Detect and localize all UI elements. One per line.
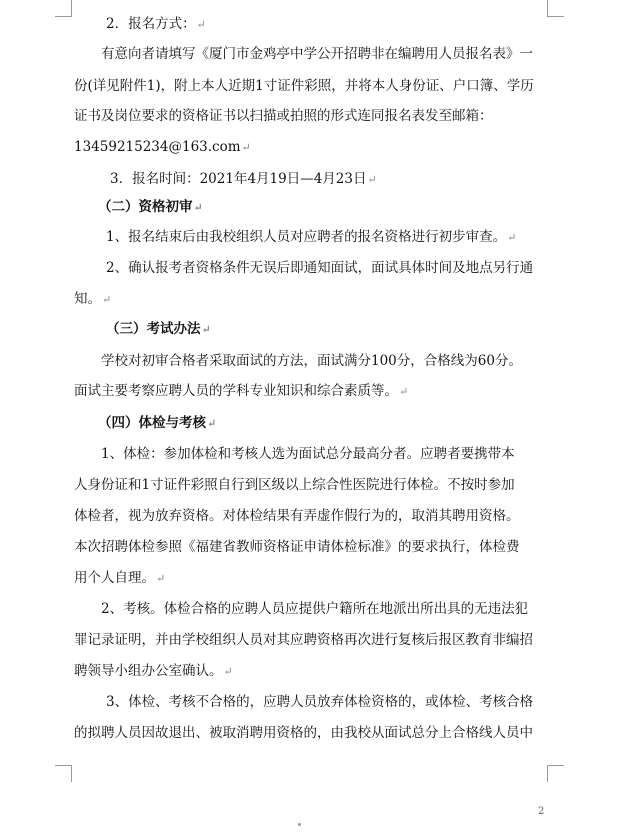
line-text: 2、确认报考者资格条件无误后即通知面试，面试具体时间及地点另行通 xyxy=(106,260,534,276)
text-line xyxy=(0,76,620,96)
crop-mark-bottom-right xyxy=(547,765,564,782)
line-text: 体检者，视为放弃资格。对体检结果有弄虚作假行为的，取消其聘用资格。 xyxy=(74,508,520,524)
line-text: （二）资格初审 xyxy=(98,199,193,215)
paragraph-mark-icon: ↵ xyxy=(367,173,377,186)
line-text: 有意向者请填写《厦门市金鸡亭中学公开招聘非在编聘用人员报名表》一 xyxy=(101,46,533,62)
line-text: 2．报名方式： xyxy=(106,16,196,32)
text-line xyxy=(0,692,620,712)
line-text: 3、体检、考核不合格的，应聘人员放弃体检资格的，或体检、考核合格 xyxy=(106,694,534,710)
paragraph-mark-icon: ↵ xyxy=(196,18,206,31)
page-number: 2 xyxy=(538,806,545,817)
text-line xyxy=(0,351,620,371)
footer-dot xyxy=(298,823,301,826)
line-text: 本次招聘体检参照《福建省教师资格证申请体检标准》的要求执行，体检费 xyxy=(74,539,520,555)
line-text: 证书及岗位要求的资格证书以扫描或拍照的形式连同报名表发至邮箱： xyxy=(74,108,493,124)
paragraph-mark-icon: ↵ xyxy=(507,231,517,244)
text-line xyxy=(0,227,620,248)
text-line xyxy=(0,630,620,650)
text-line xyxy=(0,723,620,743)
paragraph-mark-icon: ↵ xyxy=(399,385,409,398)
text-line xyxy=(0,106,620,126)
line-text: 3．报名时间：2021年4月19日—4月23日 xyxy=(110,171,367,187)
paragraph-mark-icon: ↵ xyxy=(156,572,166,585)
text-line xyxy=(0,44,620,64)
section-heading xyxy=(0,413,620,434)
paragraph-mark-icon: ↵ xyxy=(102,293,112,306)
line-text: 聘领导小组办公室确认。 xyxy=(74,663,223,679)
paragraph-mark-icon: ↵ xyxy=(207,417,217,430)
paragraph-mark-icon: ↵ xyxy=(241,141,251,154)
line-text: 学校对初审合格者采取面试的方法，面试满分100分，合格线为60分。 xyxy=(101,353,522,369)
section-heading xyxy=(0,197,620,218)
paragraph-mark-icon: ↵ xyxy=(223,665,233,678)
section-heading xyxy=(0,319,620,340)
line-text: 1、体检：参加体检和考核人选为面试总分最高分者。应聘者要携带本 xyxy=(101,446,515,462)
text-line xyxy=(0,381,620,402)
text-line xyxy=(0,169,620,190)
text-line xyxy=(0,258,620,278)
line-text: 份(详见附件1)，附上本人近期1寸证件彩照，并将本人身份证、户口簿、学历 xyxy=(74,78,534,94)
paragraph-mark-icon: ↵ xyxy=(201,323,211,336)
line-text: （四）体检与考核 xyxy=(98,415,206,431)
line-text: 人身份证和1寸证件彩照自行到区级以上综合性医院进行体检。不按时参加 xyxy=(74,477,515,493)
line-text: 的拟聘人员因故退出、被取消聘用资格的，由我校从面试总分上合格线人员中 xyxy=(74,725,533,741)
text-line xyxy=(0,289,620,310)
line-text: 1、报名结束后由我校组织人员对应聘者的报名资格进行初步审查。 xyxy=(106,229,507,245)
line-text: 罪记录证明，并由学校组织人员对其应聘资格再次进行复核后报区教育非编招 xyxy=(74,632,533,648)
text-line xyxy=(0,661,620,682)
text-line xyxy=(0,537,620,557)
line-text: （三）考试办法 xyxy=(106,321,201,337)
crop-mark-bottom-left xyxy=(55,765,72,782)
text-line xyxy=(0,506,620,526)
line-text: 13459215234@163.com xyxy=(74,139,241,155)
text-line xyxy=(0,137,620,158)
text-line xyxy=(0,475,620,495)
line-text: 2、考核。体检合格的应聘人员应提供户籍所在地派出所出具的无违法犯 xyxy=(101,601,529,617)
text-line xyxy=(0,444,620,464)
text-line xyxy=(0,599,620,619)
line-text: 用个人自理。 xyxy=(74,570,155,586)
text-line xyxy=(0,568,620,589)
text-line xyxy=(0,14,620,35)
line-text: 知。 xyxy=(74,291,101,307)
line-text: 面试主要考察应聘人员的学科专业知识和综合素质等。 xyxy=(74,383,398,399)
paragraph-mark-icon: ↵ xyxy=(193,201,203,214)
